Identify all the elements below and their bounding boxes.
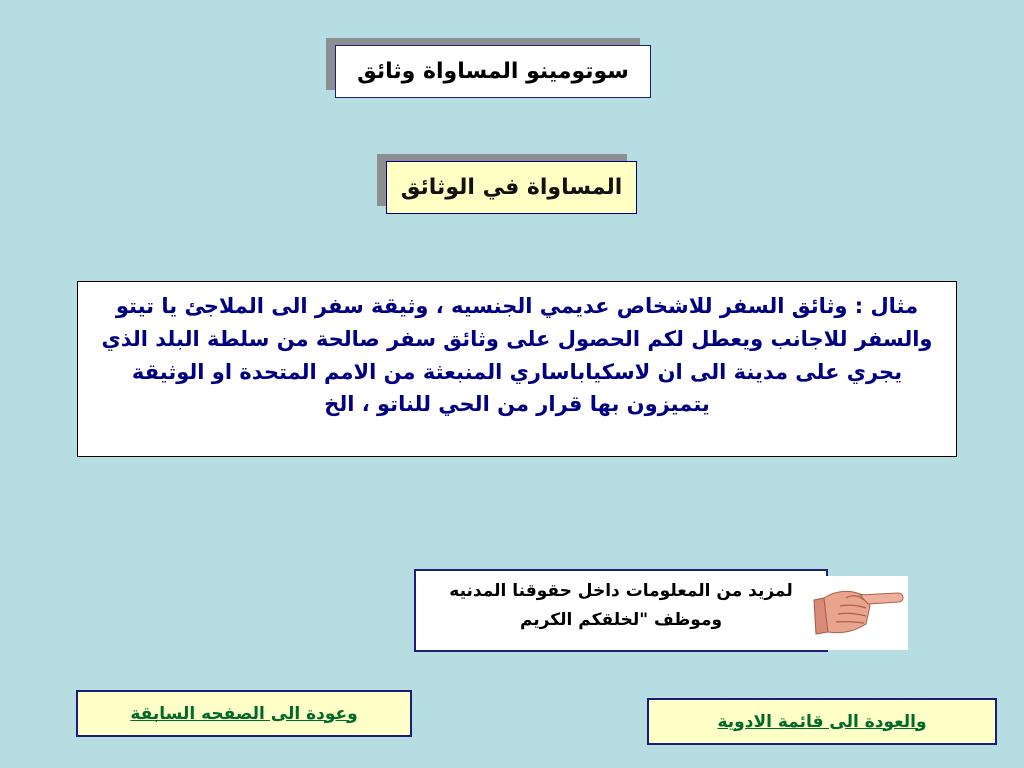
page-title — [335, 45, 651, 98]
section-subtitle-text: المساواة في الوثائق — [400, 175, 623, 200]
nav-box-medicines — [647, 698, 997, 745]
nav-box-previous — [76, 690, 412, 737]
page-title-text: سوتومينو المساواة وثائق — [357, 59, 629, 84]
back-previous-link[interactable]: وعودة الى الصفحه السابقة — [130, 703, 358, 724]
more-info-line-1: لمزيد من المعلومات داخل حقوقنا المدنيه — [449, 581, 793, 601]
more-info-line-2: وموظف "لخلقكم الكريم — [519, 609, 723, 630]
example-paragraph — [77, 281, 957, 457]
example-text: مثال : وثائق السفر للاشخاص عديمي الجنسيه ، وثيقة سفر الى الملاجئ يا تيتو والسفر للاجانب ويعطل لكم الحصول على وثائق سفر صالحة من سلطة البلد الذي يجري على مدينة الى ان لاسكياباساري المنبعثة من الامم المتحدة او الوثيقة يتميزون بها قرار من الحي للناتو ، الخ — [101, 294, 933, 417]
back-medicines-link[interactable]: والعودة الى قائمة الادوية — [717, 711, 927, 732]
section-subtitle — [386, 161, 637, 214]
pointing-hand-icon[interactable] — [810, 576, 908, 650]
more-info-box — [414, 569, 828, 652]
